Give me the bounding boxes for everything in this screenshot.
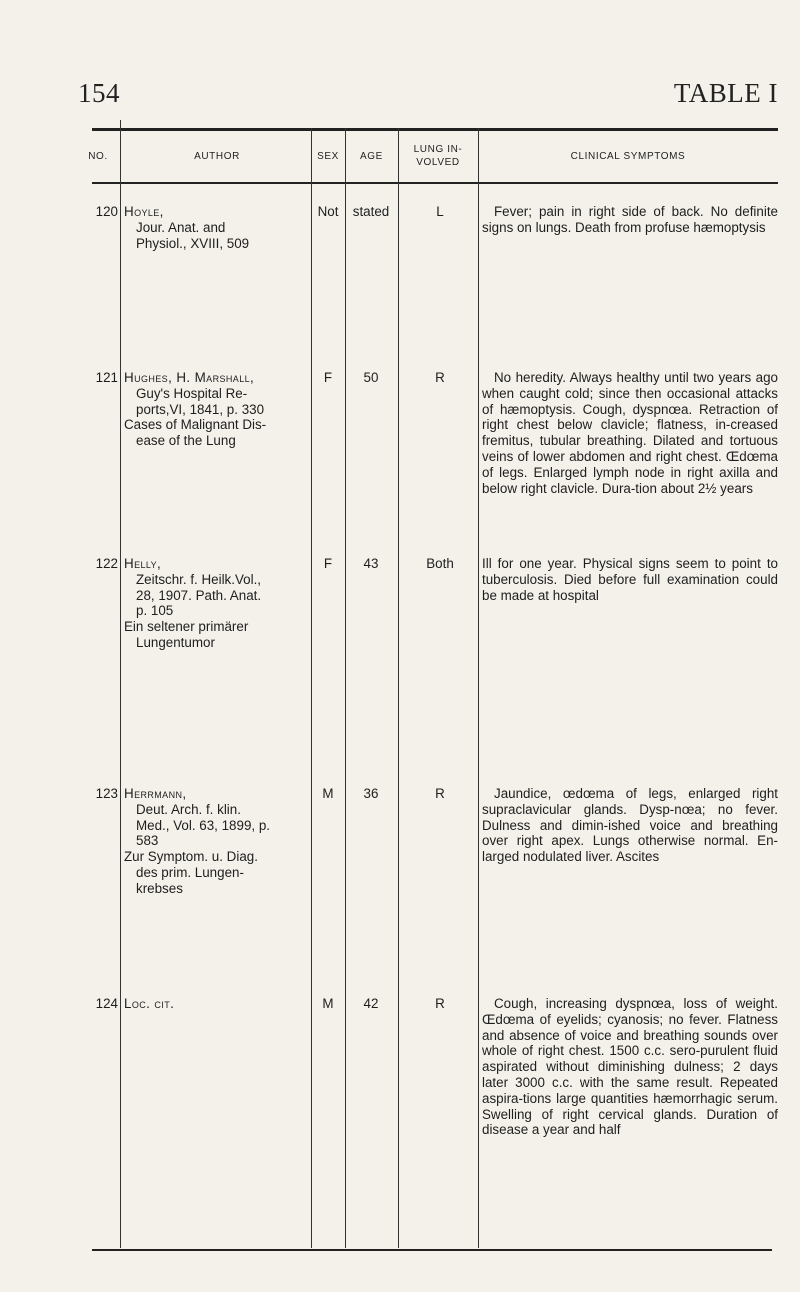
symptoms-text: Ill for one year. Physical signs seem to point to tuberculosis. Died before full examination could be made at hospital xyxy=(482,556,778,603)
author-name: Hoyle, xyxy=(124,204,164,219)
case-number: 124 xyxy=(95,996,118,1011)
column-divider xyxy=(398,128,399,1248)
author-ref-line: Deut. Arch. f. klin. xyxy=(136,801,241,817)
sex-value: Not xyxy=(317,204,339,219)
top-rule xyxy=(92,128,778,131)
column-divider xyxy=(120,120,121,1248)
author-name: Helly, xyxy=(124,556,162,571)
author-cell xyxy=(124,786,316,897)
author-cell xyxy=(124,370,316,449)
author-ref-line: Jour. Anat. and xyxy=(136,219,226,235)
lung-value: R xyxy=(435,370,445,385)
sex-value: F xyxy=(323,370,333,385)
author-name: Loc. cit. xyxy=(124,996,175,1011)
author-ref-line: Med., Vol. 63, 1899, p. xyxy=(136,817,270,833)
header-bottom-rule xyxy=(92,182,778,184)
author-ref-line: des prim. Lungen- xyxy=(136,864,244,880)
column-divider xyxy=(345,128,346,1248)
age-value: 43 xyxy=(363,556,379,571)
sex-value: M xyxy=(322,786,334,801)
author-cell xyxy=(124,204,316,251)
author-ref-line: Guy's Hospital Re- xyxy=(136,385,248,401)
age-value: 36 xyxy=(363,786,379,801)
author-ref-line: Cases of Malignant Dis- xyxy=(124,417,267,433)
author-ref-line: p. 105 xyxy=(136,603,174,619)
lung-value: L xyxy=(436,204,444,219)
author-ref-line: 28, 1907. Path. Anat. xyxy=(136,587,262,603)
page-header xyxy=(78,78,778,118)
author-name: Hughes, H. Marshall, xyxy=(124,370,255,385)
author-name: Herrmann, xyxy=(124,786,187,801)
header-lung-involved xyxy=(398,143,478,169)
author-ref-line: 583 xyxy=(136,833,159,849)
sex-value: F xyxy=(323,556,333,571)
header-symptoms: CLINICAL SYMPTOMS xyxy=(570,151,686,162)
symptoms-text: Cough, increasing dyspnœa, loss of weight. Œdœma of eyelids; cyanosis; no fever. Flatness and absence of voice and breathing sounds over whole of right chest. 1500 c.c. sero-purulent fluid aspirated without diminishing dulness; 2 days later 3000 c.c. with the same result. Repeated aspira-tions large quantities hæmorrhagic serum. Swelling of right cervical glands. Duration of disease a year and half xyxy=(482,996,778,1138)
header-age: AGE xyxy=(360,151,383,162)
column-divider xyxy=(478,128,479,1248)
symptoms-text: No heredity. Always healthy until two years ago when caught cold; since then occasional attacks of hæmoptysis. Cough, dyspnœa. Retraction of right chest below clavicle; flatness, in-creased fremitus, tubular breathing. Dilated and tortuous veins of lower abdomen and right chest. Œdœma of legs. Enlarged lymph node in right axilla and below right clavicle. Dura-tion about 2½ years xyxy=(482,370,778,496)
case-number: 122 xyxy=(95,556,118,571)
header-no: NO. xyxy=(88,151,108,162)
author-ref-line: Zur Symptom. u. Diag. xyxy=(124,849,258,865)
lung-value: Both xyxy=(426,556,454,571)
age-value: 42 xyxy=(363,996,379,1011)
bottom-rule xyxy=(92,1249,772,1251)
case-number: 120 xyxy=(95,204,118,219)
author-cell xyxy=(124,556,316,651)
header-lung-line1: LUNG IN- xyxy=(413,144,463,155)
author-ref-line: ease of the Lung xyxy=(136,433,236,449)
case-number: 121 xyxy=(95,370,118,385)
author-ref-line: Lungentumor xyxy=(136,634,215,650)
author-cell xyxy=(124,996,316,1012)
author-ref-line: krebses xyxy=(136,880,183,896)
header-sex: SEX xyxy=(317,151,339,162)
symptoms-text: Jaundice, œdœma of legs, enlarged right supraclavicular glands. Dysp-nœa; no fever. Dulness and dimin-ished voice and breathing over right apex. Lungs otherwise normal. En-larged nodulated liver. Ascites xyxy=(482,786,778,865)
age-value: 50 xyxy=(363,370,379,385)
symptoms-text: Fever; pain in right side of back. No definite signs on lungs. Death from profuse hæmoptysis xyxy=(482,204,778,235)
age-value: stated xyxy=(352,204,390,219)
header-lung-line2: VOLVED xyxy=(416,157,460,168)
lung-value: R xyxy=(435,996,445,1011)
sex-value: M xyxy=(322,996,334,1011)
author-ref-line: Ein seltener primärer xyxy=(124,619,249,635)
header-author: AUTHOR xyxy=(194,151,240,162)
author-ref-line: Physiol., XVIII, 509 xyxy=(136,235,250,251)
page-number: 154 xyxy=(78,78,120,108)
page-title: TABLE I xyxy=(673,78,778,108)
author-ref-line: Zeitschr. f. Heilk.Vol., xyxy=(136,571,262,587)
lung-value: R xyxy=(435,786,445,801)
column-divider xyxy=(311,128,312,1248)
case-number: 123 xyxy=(95,786,118,801)
author-ref-line: ports,VI, 1841, p. 330 xyxy=(136,401,265,417)
